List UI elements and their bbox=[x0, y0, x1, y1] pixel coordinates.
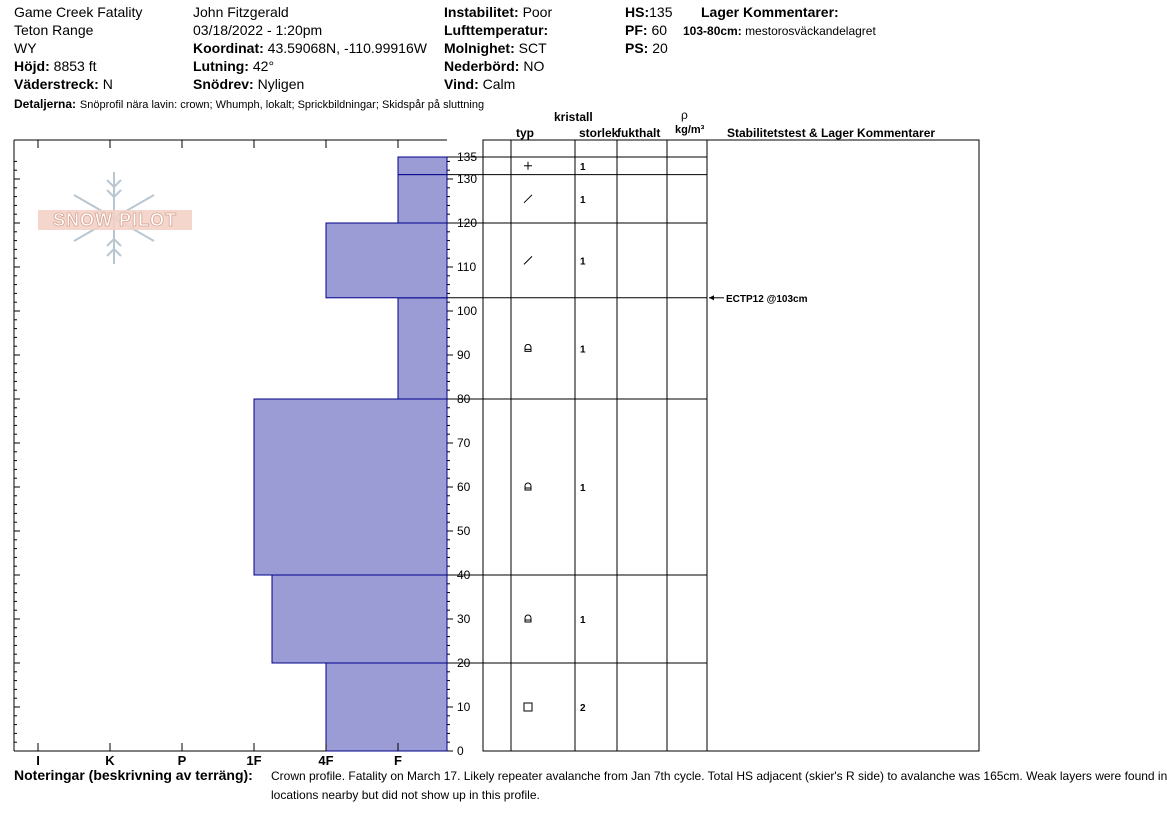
depth-tick-label: 80 bbox=[457, 392, 471, 406]
hardness-bar bbox=[254, 399, 447, 575]
density-unit-header: kg/m³ bbox=[675, 124, 705, 136]
aspect-label: Väderstreck: bbox=[14, 76, 99, 92]
precip-label: Nederbörd: bbox=[444, 58, 520, 74]
stability-value: Poor bbox=[522, 4, 553, 20]
wind-loading-label: Snödrev: bbox=[193, 76, 254, 92]
coord-label: Koordinat: bbox=[193, 40, 264, 56]
layer-comment-range: 103-80cm: bbox=[683, 24, 742, 38]
pf-label: PF: bbox=[625, 22, 648, 38]
depth-tick-label: 70 bbox=[457, 436, 471, 450]
hardness-bar bbox=[398, 298, 447, 399]
air-temp-label: Lufttemperatur: bbox=[444, 22, 549, 38]
grain-size-label: 2 bbox=[580, 703, 586, 714]
grain-size-label: 1 bbox=[580, 615, 586, 626]
slope-value: 42° bbox=[252, 58, 275, 74]
depth-tick-label: 120 bbox=[457, 216, 478, 230]
depth-tick-label: 60 bbox=[457, 480, 471, 494]
sky-value: SCT bbox=[518, 40, 547, 56]
pf-value: 60 bbox=[651, 22, 668, 38]
wind-loading-value: Nyligen bbox=[257, 76, 305, 92]
sky-label: Molnighet: bbox=[444, 40, 515, 56]
notes-label: Noteringar (beskrivning av terräng): bbox=[14, 767, 253, 783]
stability-header: Stabilitetstest & Lager Kommentarer bbox=[727, 126, 936, 140]
depth-tick-label: 10 bbox=[457, 700, 471, 714]
hs-label: HS: bbox=[625, 4, 650, 20]
grain-size-label: 1 bbox=[580, 194, 586, 206]
notes-line-1: Crown profile. Fatality on March 17. Likely repeater avalanche from Jan 7th cycle. Total HS adjacent (skier's R side) to avalanche was 165cm. Weak layers were found in bbox=[271, 769, 1167, 783]
depth-tick-label: 130 bbox=[457, 172, 478, 186]
layer-comments-label: Lager Kommentarer: bbox=[701, 4, 839, 20]
stability-label: Instabilitet: bbox=[444, 4, 519, 20]
test-label: ECTP12 @103cm bbox=[726, 293, 808, 305]
test-arrow-icon bbox=[709, 295, 714, 300]
crystal-header: kristall bbox=[554, 110, 593, 124]
grain-size-label: 1 bbox=[580, 344, 586, 356]
details-text: Snöprofil nära lavin: crown; Whumph, lokalt; Sprickbildningar; Skidspår på sluttning bbox=[79, 99, 485, 111]
type-header: typ bbox=[516, 126, 534, 140]
hardness-tick-label: K bbox=[105, 753, 115, 768]
coord-value: 43.59068N, -110.99916W bbox=[267, 40, 427, 56]
hardness-bar bbox=[398, 175, 447, 223]
snowpilot-logo-text: SNOW PILOT bbox=[53, 210, 177, 230]
ps-label: PS: bbox=[625, 40, 649, 56]
depth-tick-label: 90 bbox=[457, 348, 471, 362]
state-name: WY bbox=[14, 40, 37, 56]
depth-tick-label: 30 bbox=[457, 612, 471, 626]
grain-slash-icon bbox=[524, 256, 532, 264]
hardness-tick-label: 4F bbox=[318, 753, 334, 768]
grain-rounded-icon bbox=[525, 483, 531, 490]
hardness-tick-label: P bbox=[177, 753, 187, 768]
grain-slash-icon bbox=[524, 195, 532, 203]
hardness-bar bbox=[398, 157, 447, 175]
depth-tick-label: 100 bbox=[457, 304, 478, 318]
grain-size-label: 1 bbox=[580, 256, 586, 268]
notes-line-2: locations nearby but did not show up in this profile. bbox=[271, 788, 540, 802]
depth-tick-label: 0 bbox=[457, 744, 464, 758]
aspect-value: N bbox=[102, 76, 113, 92]
depth-tick-label: 50 bbox=[457, 524, 471, 538]
hardness-tick-label: F bbox=[394, 753, 402, 768]
hardness-bar bbox=[272, 575, 447, 663]
snowflake-icon bbox=[36, 170, 196, 270]
hardness-tick-label: I bbox=[36, 753, 40, 768]
range-name: Teton Range bbox=[14, 22, 94, 38]
hardness-bar bbox=[326, 223, 447, 298]
grain-size-label: 1 bbox=[580, 483, 586, 494]
precip-value: NO bbox=[523, 58, 545, 74]
elevation-label: Höjd: bbox=[14, 58, 50, 74]
observer-name: John Fitzgerald bbox=[193, 4, 289, 20]
snowpilot-logo bbox=[36, 170, 196, 275]
ps-value: 20 bbox=[652, 40, 668, 56]
depth-tick-label: 135 bbox=[457, 150, 478, 164]
details-label: Detaljerna: bbox=[14, 97, 77, 111]
grain-square-icon bbox=[524, 703, 532, 711]
observation-datetime: 03/18/2022 - 1:20pm bbox=[193, 22, 323, 38]
size-header: storlek bbox=[579, 126, 619, 140]
slope-label: Lutning: bbox=[193, 58, 249, 74]
hs-value: 135 bbox=[649, 4, 673, 20]
depth-tick-label: 20 bbox=[457, 656, 471, 670]
moisture-header: fukthalt bbox=[617, 126, 661, 140]
depth-tick-label: 40 bbox=[457, 568, 471, 582]
location-name: Game Creek Fatality bbox=[14, 4, 143, 20]
layer-comment-text: mestorosväckandelagret bbox=[745, 24, 876, 38]
wind-value: Calm bbox=[482, 76, 516, 92]
elevation-value: 8853 ft bbox=[53, 58, 97, 74]
hardness-bar bbox=[326, 663, 447, 751]
depth-tick-label: 110 bbox=[457, 260, 477, 274]
rho-header: ρ bbox=[681, 108, 688, 122]
grain-size-label: 1 bbox=[580, 161, 586, 173]
grain-table-frame bbox=[483, 140, 979, 751]
hardness-tick-label: 1F bbox=[246, 753, 262, 768]
wind-label: Vind: bbox=[444, 76, 479, 92]
grain-rounded-icon bbox=[525, 344, 531, 351]
grain-rounded-icon bbox=[525, 615, 531, 622]
